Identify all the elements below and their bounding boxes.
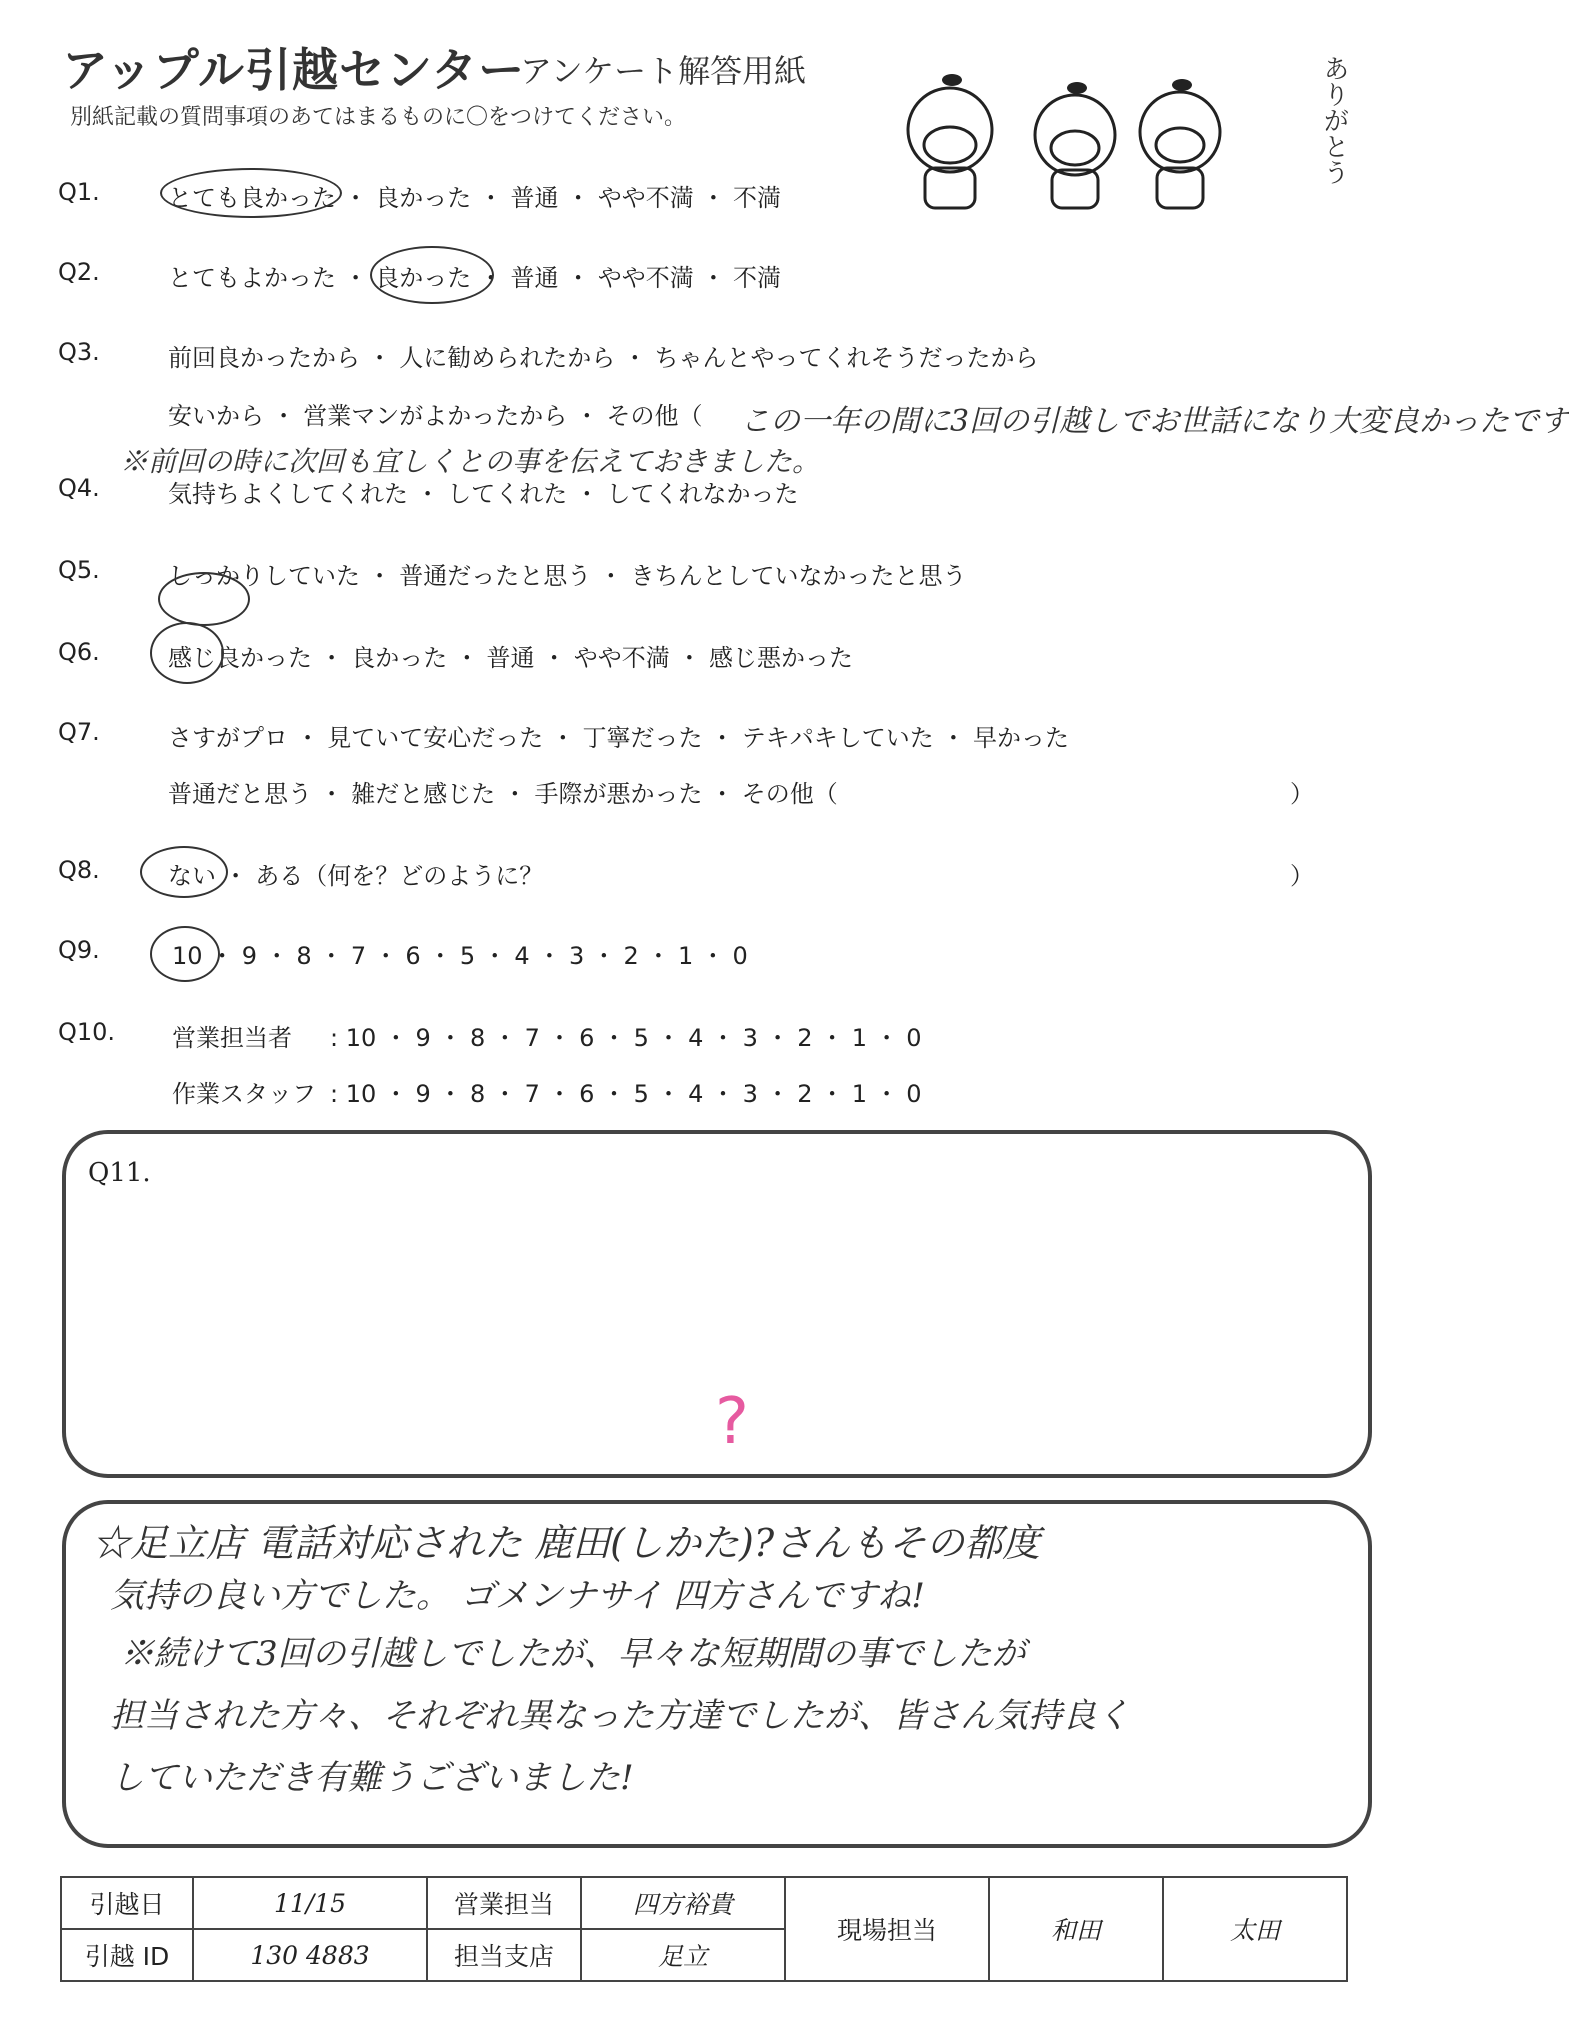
move-date-label: 引越日 <box>61 1877 193 1929</box>
field-staff-1: 和田 <box>989 1877 1163 1981</box>
q11-label: Q11. <box>88 1158 151 1188</box>
q1-answer-circle <box>160 168 342 218</box>
q8-answer-circle <box>140 846 228 898</box>
q10-sales-scale: : 10 ・ 9 ・ 8 ・ 7 ・ 6 ・ 5 ・ 4 ・ 3 ・ 2 ・ 1 ・ 0 <box>330 1024 922 1052</box>
q7-options-line1: さすがプロ ・ 見ていて安心だった ・ 丁寧だった ・ テキパキしていた ・ 早かった <box>168 724 1070 752</box>
q10-sales-label: 営業担当者 <box>172 1024 292 1052</box>
q6-answer-circle <box>150 622 224 684</box>
q1-number: Q1. <box>58 178 100 206</box>
field-staff-2: 太田 <box>1163 1877 1347 1981</box>
q5-number: Q5. <box>58 556 100 584</box>
q3-number: Q3. <box>58 338 100 366</box>
q3-handwritten-comment-2: ※前回の時に次回も宜しくとの事を伝えておきました。 <box>120 445 821 478</box>
comment-line-4: 担当された方々、それぞれ異なった方達でしたが、皆さん気持良く <box>110 1696 1130 1736</box>
q2-options: とてもよかった ・ 良かった ・ 普通 ・ やや不満 ・ 不満 <box>168 264 782 292</box>
survey-subtitle: アンケート解答用紙 <box>520 52 807 90</box>
q7-close-paren: ） <box>1290 780 1314 808</box>
q6-number: Q6. <box>58 638 100 666</box>
q9-scale: 10 ・ 9 ・ 8 ・ 7 ・ 6 ・ 5 ・ 4 ・ 3 ・ 2 ・ 1 ・ 0 <box>172 942 748 970</box>
q2-answer-circle <box>370 246 494 304</box>
q9-number: Q9. <box>58 936 100 964</box>
q3-options-line1: 前回良かったから ・ 人に勧められたから ・ ちゃんとやってくれそうだったから <box>168 344 1039 372</box>
mascot-thanks-text: ありがとう <box>1319 55 1349 185</box>
q3-options-line2: 安いから ・ 営業マンがよかったから ・ その他（ <box>168 402 703 430</box>
q5-options: しっかりしていた ・ 普通だったと思う ・ きちんとしていなかったと思う <box>168 562 967 590</box>
q2-number: Q2. <box>58 258 100 286</box>
footer-info-table <box>60 1876 1348 1982</box>
comment-line-3: ※続けて3回の引越しでしたが、早々な短期間の事でしたが <box>120 1634 1026 1674</box>
branch-label: 担当支店 <box>427 1929 581 1981</box>
q9-answer-circle <box>150 926 220 982</box>
q10-number: Q10. <box>58 1018 116 1046</box>
survey-title: アップル引越センター <box>62 43 526 97</box>
field-staff-label: 現場担当 <box>785 1877 989 1981</box>
q1-options: とても良かった ・ 良かった ・ 普通 ・ やや不満 ・ 不満 <box>168 184 782 212</box>
branch-value: 足立 <box>581 1929 785 1981</box>
q10-staff-scale: : 10 ・ 9 ・ 8 ・ 7 ・ 6 ・ 5 ・ 4 ・ 3 ・ 2 ・ 1 ・ 0 <box>330 1080 922 1108</box>
q10-staff-label: 作業スタッフ <box>172 1080 316 1108</box>
q6-options: 感じ良かった ・ 良かった ・ 普通 ・ やや不満 ・ 感じ悪かった <box>168 644 854 672</box>
q8-close-paren: ） <box>1290 862 1314 890</box>
q7-options-line2: 普通だと思う ・ 雑だと感じた ・ 手際が悪かった ・ その他（ <box>168 780 838 808</box>
move-date-value: 11/15 <box>193 1877 427 1929</box>
comment-line-1: ☆足立店 電話対応された 鹿田(しかた)?さんもその都度 <box>92 1521 1041 1565</box>
mascot-illustration <box>880 50 1300 220</box>
q8-options: ない ・ ある（何を？どのように？ <box>168 862 544 890</box>
q7-number: Q7. <box>58 718 100 746</box>
move-id-value: 130 4883 <box>193 1929 427 1981</box>
q3-handwritten-comment-1: この一年の間に3回の引越しでお世話になり大変良かったです <box>740 404 1569 439</box>
q4-options: 気持ちよくしてくれた ・ してくれた ・ してくれなかった <box>168 480 799 508</box>
sales-rep-value: 四方裕貴 <box>581 1877 785 1929</box>
move-id-label: 引越 ID <box>61 1929 193 1981</box>
q5-answer-circle <box>158 572 250 626</box>
comment-line-2: 気持の良い方でした。 ゴメンナサイ 四方さんですね! <box>110 1576 925 1616</box>
comment-line-5: していただき有難うございました! <box>110 1758 634 1798</box>
q8-number: Q8. <box>58 856 100 884</box>
q4-number: Q4. <box>58 474 100 502</box>
instructions-text: 別紙記載の質問事項のあてはまるものに〇をつけてください。 <box>70 105 687 130</box>
question-mark-doodle: ? <box>715 1385 749 1459</box>
sales-rep-label: 営業担当 <box>427 1877 581 1929</box>
